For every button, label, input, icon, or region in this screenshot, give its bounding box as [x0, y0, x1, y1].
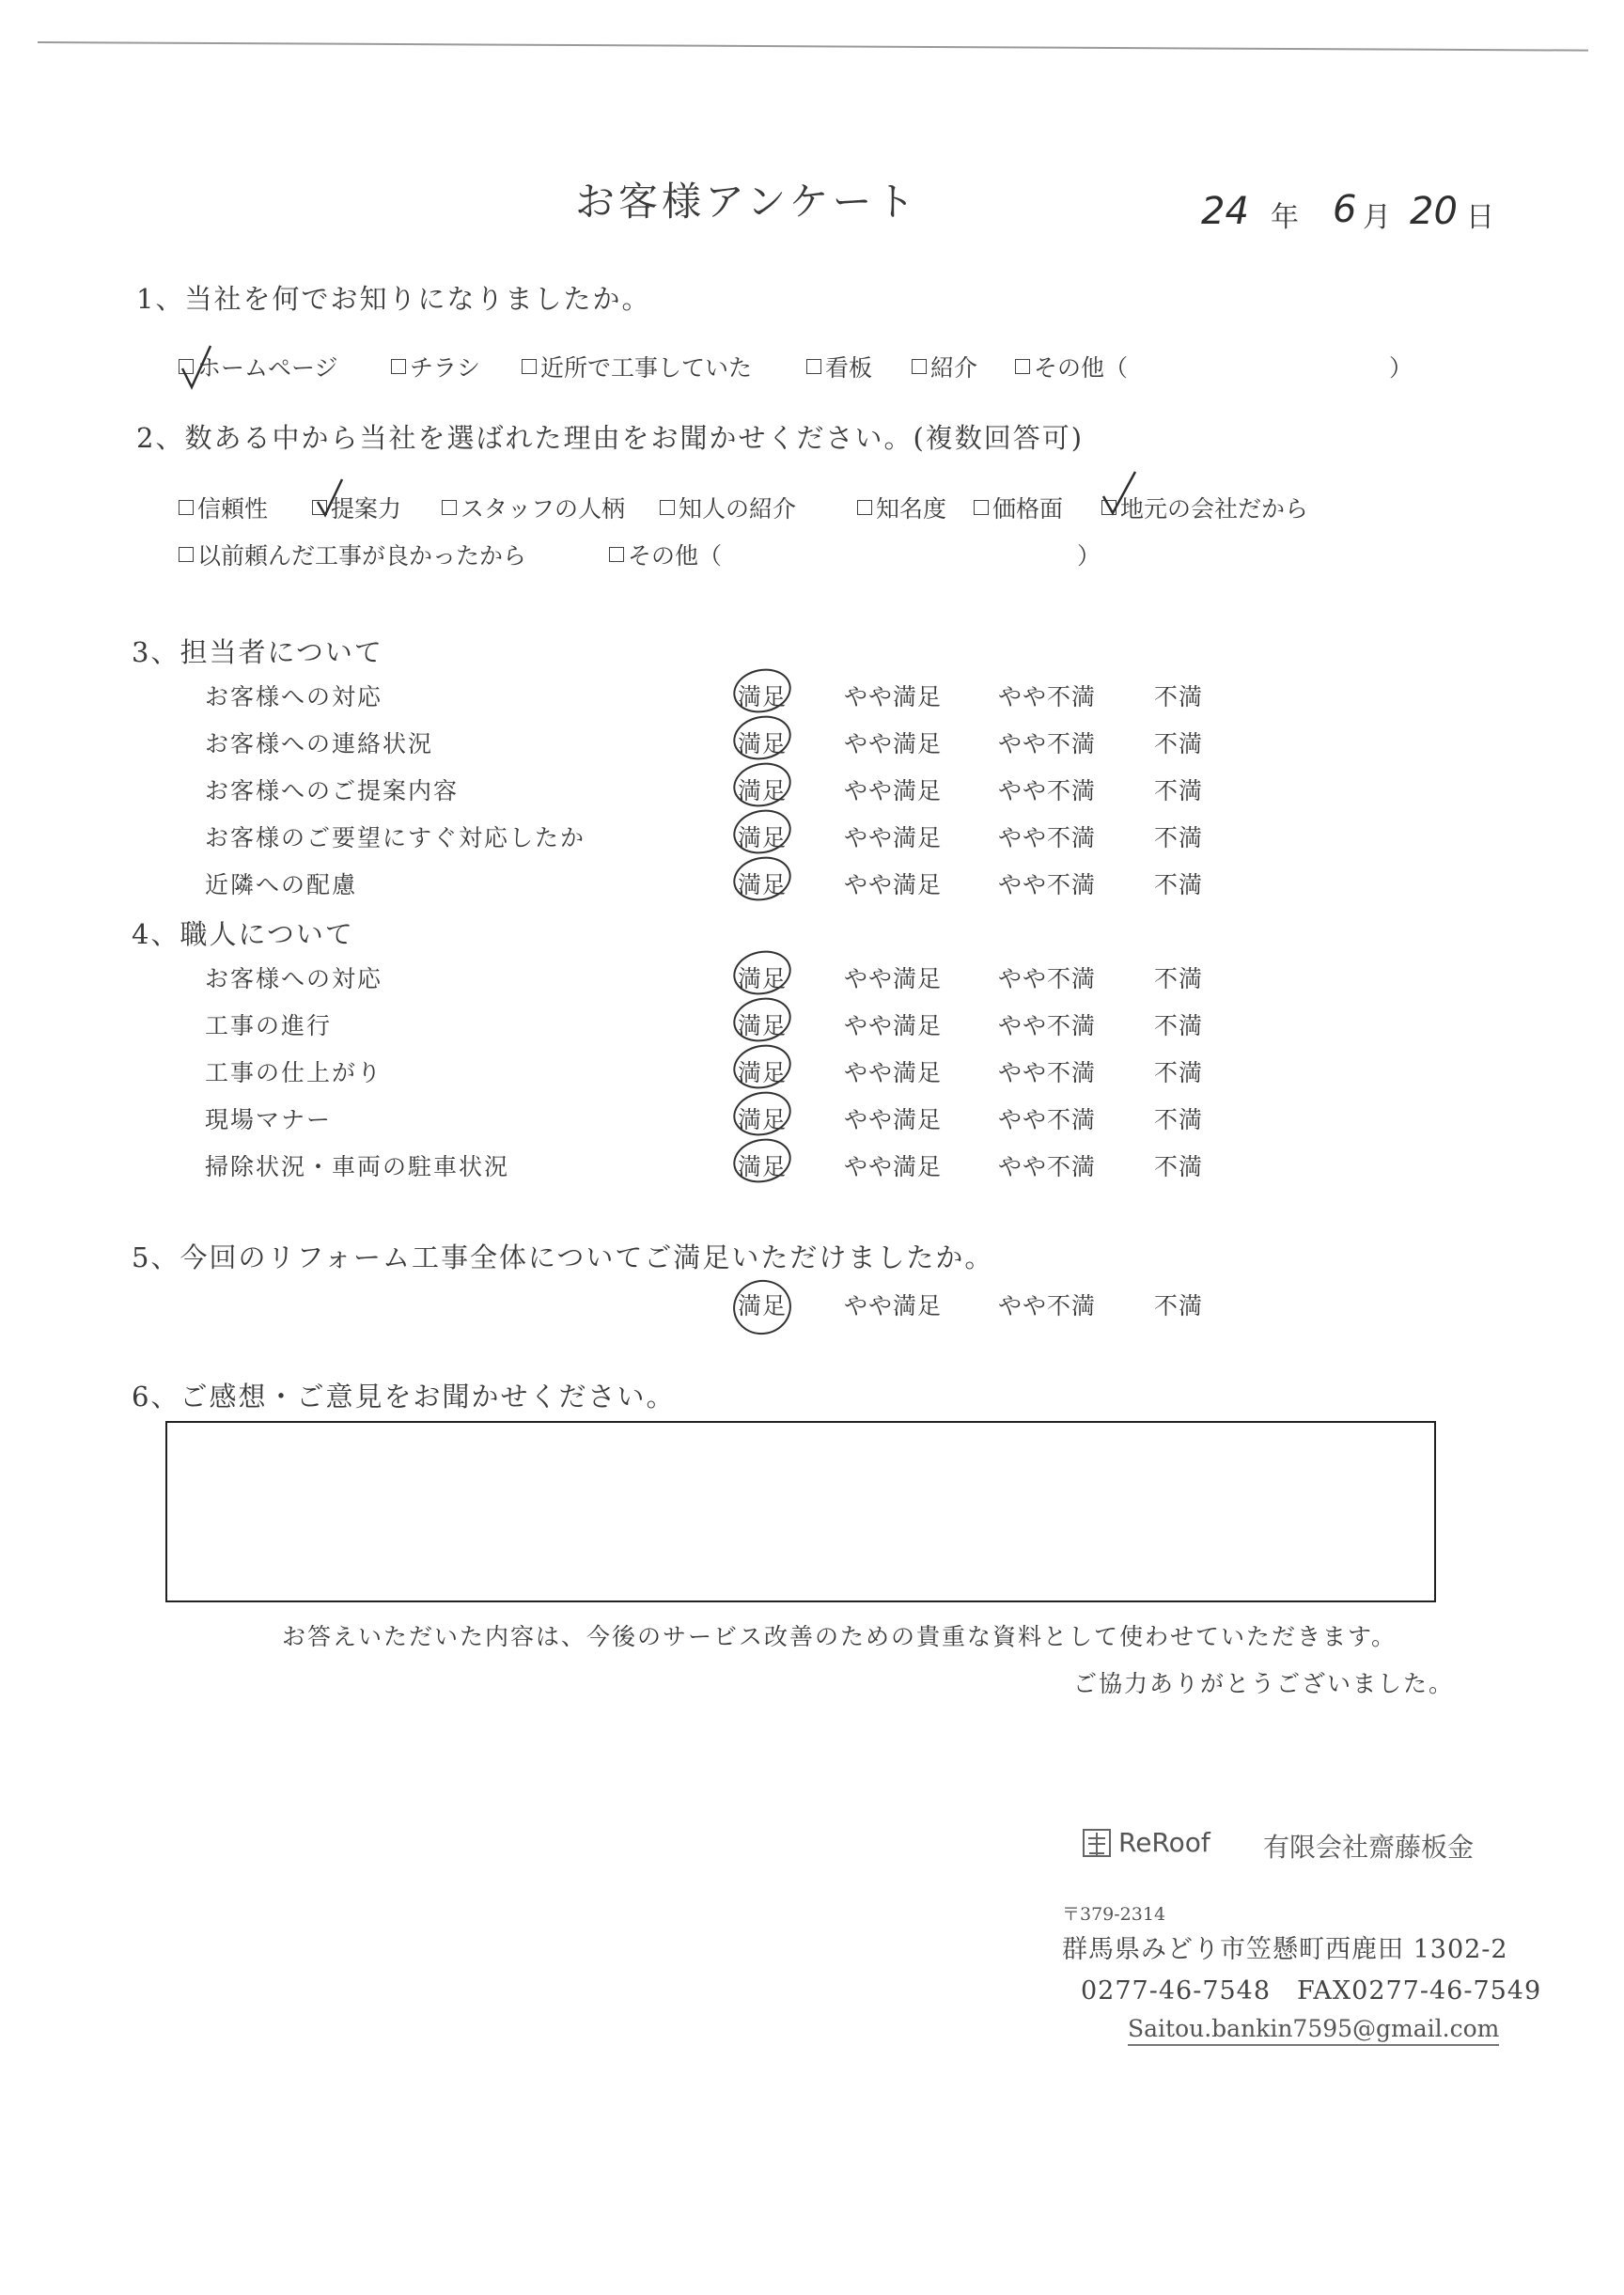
q2-option-acquaintance[interactable]: 知人の紹介 [660, 491, 796, 524]
selection-circle-icon [728, 1274, 797, 1340]
rating-somewhat-satisfied[interactable]: やや満足 [844, 824, 943, 851]
checkbox-icon [974, 500, 989, 515]
rating-satisfied[interactable]: 満足 [738, 824, 788, 851]
checkmark-icon [314, 477, 351, 523]
q2-option-trust[interactable]: 信頼性 [179, 491, 268, 524]
rating-dissatisfied[interactable]: 不満 [1154, 1106, 1204, 1133]
year-handwritten: 24 [1201, 190, 1249, 233]
thanks-note-2: ご協力ありがとうございました。 [1073, 1670, 1455, 1697]
q3-item-label: お客様へのご提案内容 [205, 777, 460, 804]
rating-somewhat-dissatisfied[interactable]: やや不満 [998, 683, 1097, 710]
rating-dissatisfied[interactable]: 不満 [1154, 777, 1204, 804]
rating-somewhat-satisfied[interactable]: やや満足 [844, 1153, 943, 1180]
q4-item-label: 工事の仕上がり [205, 1059, 383, 1086]
rating-satisfied[interactable]: 満足 [738, 1059, 788, 1086]
rating-dissatisfied[interactable]: 不満 [1154, 1153, 1204, 1180]
rating-somewhat-satisfied[interactable]: やや満足 [844, 730, 943, 757]
q3-item-label: お客様のご要望にすぐ対応したか [205, 824, 586, 851]
q1-option-flyer[interactable]: チラシ [391, 350, 480, 383]
rating-dissatisfied[interactable]: 不満 [1154, 965, 1204, 992]
rating-somewhat-dissatisfied[interactable]: やや不満 [998, 1059, 1097, 1086]
rating-dissatisfied[interactable]: 不満 [1154, 683, 1204, 710]
scan-edge-line [38, 41, 1588, 52]
rating-dissatisfied[interactable]: 不満 [1154, 1292, 1204, 1319]
rating-somewhat-satisfied[interactable]: やや満足 [844, 1012, 943, 1039]
rating-satisfied[interactable]: 満足 [738, 777, 788, 804]
checkmark-icon [1100, 468, 1141, 521]
comment-box[interactable] [165, 1421, 1436, 1602]
checkbox-icon [522, 359, 537, 374]
q2-option-other[interactable]: その他（ [609, 538, 722, 571]
q2-option-local[interactable]: 地元の会社だから [1101, 491, 1308, 524]
rating-somewhat-dissatisfied[interactable]: やや不満 [998, 1106, 1097, 1133]
rating-somewhat-dissatisfied[interactable]: やや不満 [998, 777, 1097, 804]
q2-option-staff[interactable]: スタッフの人柄 [442, 491, 625, 524]
rating-somewhat-satisfied[interactable]: やや満足 [844, 1292, 943, 1319]
checkbox-icon [857, 500, 872, 515]
rating-dissatisfied[interactable]: 不満 [1154, 871, 1204, 898]
q3-item-label: お客様への対応 [205, 683, 383, 710]
rating-satisfied[interactable]: 満足 [738, 1106, 788, 1133]
q3-item-label: お客様への連絡状況 [205, 730, 434, 757]
company-email[interactable]: Saitou.bankin7595@gmail.com [1128, 2015, 1499, 2046]
company-phone-fax: 0277-46-7548 FAX0277-46-7549 [1081, 1976, 1542, 2006]
q2-option-price[interactable]: 価格面 [974, 491, 1063, 524]
checkbox-icon [179, 500, 194, 515]
rating-satisfied[interactable]: 満足 [738, 730, 788, 757]
q4-item-label: 現場マナー [205, 1106, 333, 1133]
checkbox-icon [1015, 359, 1030, 374]
rating-satisfied[interactable]: 満足 [738, 1292, 788, 1319]
q2-option-previous-work[interactable]: 以前頼んだ工事が良かったから [179, 538, 526, 571]
brand-name: ReRoof [1118, 1827, 1210, 1858]
q1-option-referral[interactable]: 紹介 [912, 350, 977, 383]
q2-other-close: ） [1077, 542, 1101, 570]
company-name: 有限会社齋藤板金 [1263, 1832, 1475, 1863]
company-logo-icon [1081, 1827, 1113, 1859]
day-handwritten: 20 [1410, 190, 1458, 233]
rating-satisfied[interactable]: 満足 [738, 1012, 788, 1039]
q1-option-nearby-work[interactable]: 近所で工事していた [522, 350, 752, 383]
rating-somewhat-satisfied[interactable]: やや満足 [844, 777, 943, 804]
q1-option-other[interactable]: その他（ [1015, 350, 1128, 383]
checkbox-icon [806, 359, 821, 374]
rating-dissatisfied[interactable]: 不満 [1154, 1012, 1204, 1039]
thanks-note-1: お答えいただいた内容は、今後のサービス改善のための貴重な資料として使わせていただきます。 [282, 1623, 1398, 1650]
checkbox-icon [660, 500, 675, 515]
rating-dissatisfied[interactable]: 不満 [1154, 730, 1204, 757]
comment-text [167, 1423, 1434, 1449]
q2-option-proposal[interactable]: 提案力 [312, 491, 401, 524]
rating-somewhat-dissatisfied[interactable]: やや不満 [998, 1012, 1097, 1039]
q3-item-label: 近隣への配慮 [205, 871, 358, 898]
q4-heading: 4、職人について [132, 918, 354, 950]
q6-question: 6、ご感想・ご意見をお聞かせください。 [132, 1381, 676, 1413]
postal-code: 〒379-2314 [1062, 1904, 1166, 1925]
rating-somewhat-satisfied[interactable]: やや満足 [844, 871, 943, 898]
month-handwritten: 6 [1333, 188, 1357, 231]
q4-item-label: 掃除状況・車両の駐車状況 [205, 1153, 510, 1180]
form-title: お客様アンケート [575, 179, 919, 225]
checkbox-icon [912, 359, 927, 374]
year-label: 年 [1271, 201, 1299, 234]
q4-item-label: お客様への対応 [205, 965, 383, 992]
checkbox-icon [442, 500, 457, 515]
rating-somewhat-dissatisfied[interactable]: やや不満 [998, 871, 1097, 898]
rating-somewhat-dissatisfied[interactable]: やや不満 [998, 1153, 1097, 1180]
company-address: 群馬県みどり市笠懸町西鹿田 1302-2 [1062, 1935, 1508, 1964]
checkbox-icon [391, 359, 406, 374]
checkbox-icon [179, 547, 194, 562]
q2-question: 2、数ある中から当社を選ばれた理由をお聞かせください。(複数回答可) [136, 422, 1085, 454]
rating-somewhat-satisfied[interactable]: やや満足 [844, 965, 943, 992]
checkbox-icon [609, 547, 624, 562]
q2-option-recognition[interactable]: 知名度 [857, 491, 946, 524]
month-label: 月 [1363, 201, 1391, 234]
rating-somewhat-dissatisfied[interactable]: やや不満 [998, 730, 1097, 757]
rating-somewhat-satisfied[interactable]: やや満足 [844, 1106, 943, 1133]
q1-question: 1、当社を何でお知りになりましたか。 [136, 283, 651, 315]
rating-somewhat-dissatisfied[interactable]: やや不満 [998, 1292, 1097, 1319]
rating-satisfied[interactable]: 満足 [738, 965, 788, 992]
q5-question: 5、今回のリフォーム工事全体についてご満足いただけましたか。 [132, 1241, 994, 1273]
rating-dissatisfied[interactable]: 不満 [1154, 824, 1204, 851]
q4-item-label: 工事の進行 [205, 1012, 333, 1039]
rating-somewhat-satisfied[interactable]: やや満足 [844, 683, 943, 710]
checkmark-icon [179, 340, 216, 397]
rating-satisfied[interactable]: 満足 [738, 871, 788, 898]
rating-dissatisfied[interactable]: 不満 [1154, 1059, 1204, 1086]
q1-option-homepage[interactable]: ホームページ [179, 350, 338, 383]
q1-other-close: ） [1389, 354, 1413, 382]
rating-somewhat-dissatisfied[interactable]: やや不満 [998, 824, 1097, 851]
rating-satisfied[interactable]: 満足 [738, 683, 788, 710]
q1-option-signboard[interactable]: 看板 [806, 350, 872, 383]
day-label: 日 [1466, 201, 1494, 234]
rating-somewhat-satisfied[interactable]: やや満足 [844, 1059, 943, 1086]
q3-heading: 3、担当者について [132, 636, 383, 668]
rating-somewhat-dissatisfied[interactable]: やや不満 [998, 965, 1097, 992]
rating-satisfied[interactable]: 満足 [738, 1153, 788, 1180]
